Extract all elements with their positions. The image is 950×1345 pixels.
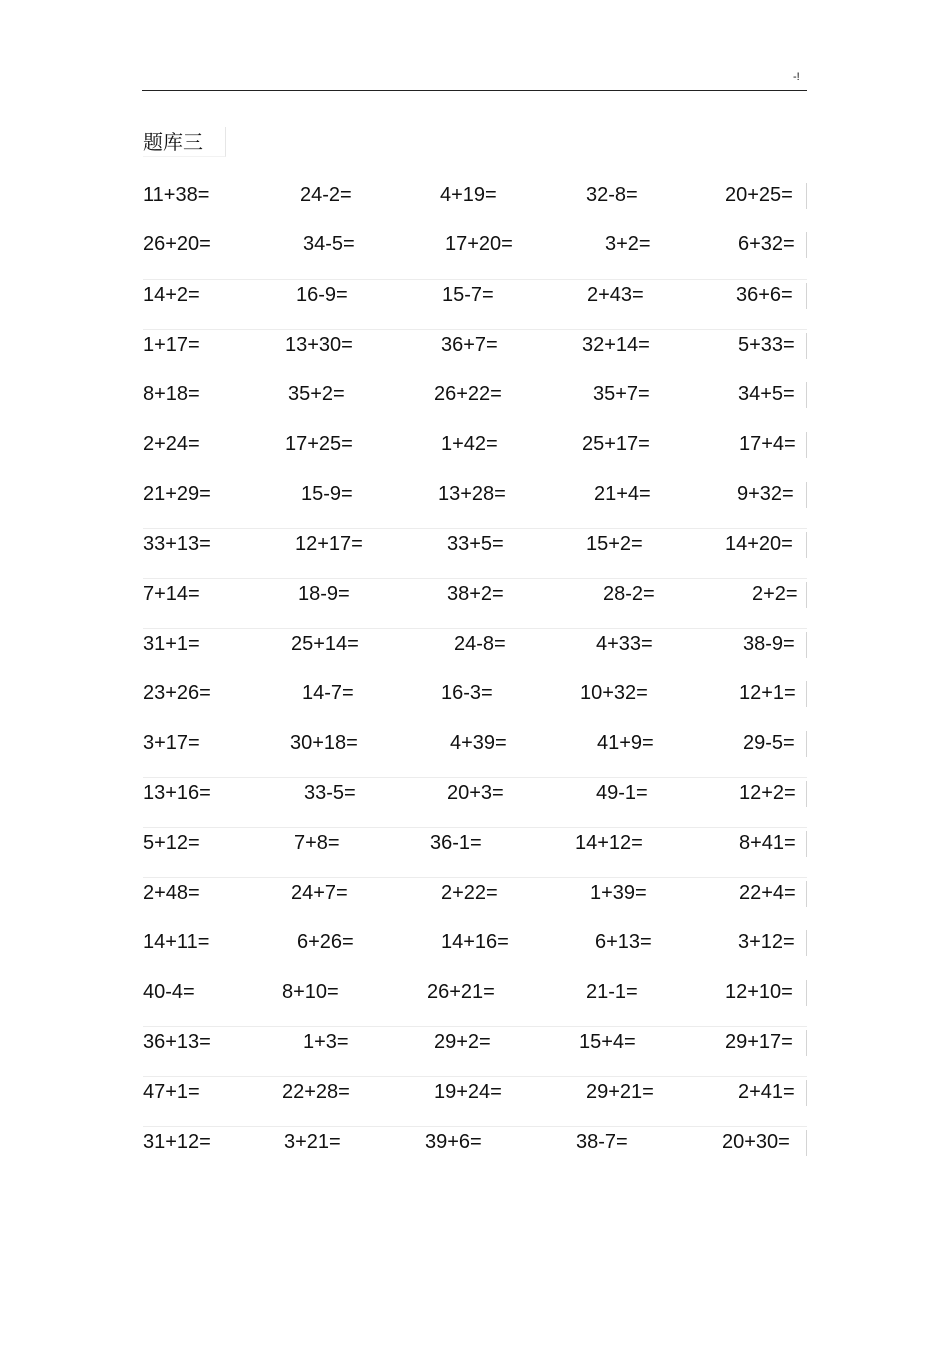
problem-item: 16-9= [296,284,348,306]
row-edge-line [806,183,807,209]
problem-row [143,229,807,259]
problem-item: 35+2= [288,383,345,405]
row-edge-line [806,1030,807,1056]
problem-item: 15-7= [442,284,494,306]
problem-item: 15-9= [301,483,353,505]
problem-item: 38-9= [743,633,795,655]
problem-item: 31+12= [143,1131,211,1153]
problem-item: 2+41= [738,1081,795,1103]
problem-item: 19+24= [434,1081,502,1103]
row-edge-line [806,283,807,309]
problem-item: 32-8= [586,184,638,206]
problem-item: 8+10= [282,981,339,1003]
problem-item: 17+25= [285,433,353,455]
problem-item: 10+32= [580,682,648,704]
problem-item: 14+12= [575,832,643,854]
problem-item: 21+29= [143,483,211,505]
problem-item: 20+25= [725,184,793,206]
row-edge-line [806,382,807,408]
problem-item: 8+41= [739,832,796,854]
problem-item: 13+28= [438,483,506,505]
problem-item: 14+11= [143,931,210,953]
problem-item: 33-5= [304,782,356,804]
problem-item: 36-1= [430,832,482,854]
problem-row [143,927,807,957]
problem-item: 6+26= [297,931,354,953]
problem-item: 40-4= [143,981,195,1003]
problem-item: 3+12= [738,931,795,953]
problem-row [143,1076,807,1107]
problem-item: 2+43= [587,284,644,306]
problem-item: 22+4= [739,882,796,904]
problem-item: 21-1= [586,981,638,1003]
problem-item: 5+12= [143,832,200,854]
problem-item: 29+21= [586,1081,654,1103]
problem-item: 4+39= [450,732,507,754]
problem-item: 5+33= [738,334,795,356]
problem-item: 31+1= [143,633,200,655]
problem-item: 34-5= [303,233,355,255]
problem-row [143,977,807,1007]
problem-item: 3+2= [605,233,651,255]
problem-item: 6+32= [738,233,795,255]
problem-row [143,777,807,808]
problem-row [143,379,807,409]
problem-item: 4+19= [440,184,497,206]
row-edge-line [806,1080,807,1106]
problem-item: 12+17= [295,533,363,555]
problem-row [143,1126,807,1157]
problem-item: 32+14= [582,334,650,356]
problem-item: 3+21= [284,1131,341,1153]
problem-item: 9+32= [737,483,794,505]
problem-item: 17+4= [739,433,796,455]
problem-item: 29-5= [743,732,795,754]
problem-item: 36+6= [736,284,793,306]
problem-item: 28-2= [603,583,655,605]
problem-item: 13+30= [285,334,353,356]
problem-item: 47+1= [143,1081,200,1103]
problem-item: 21+4= [594,483,651,505]
problem-item: 38-7= [576,1131,628,1153]
row-edge-line [806,432,807,458]
problem-item: 16-3= [441,682,493,704]
problem-item: 18-9= [298,583,350,605]
problem-item: 39+6= [425,1131,482,1153]
problem-item: 41+9= [597,732,654,754]
problem-item: 20+3= [447,782,504,804]
row-edge-line [806,482,807,508]
problem-item: 2+24= [143,433,200,455]
page-title: 题库三 [143,127,226,157]
problem-item: 26+20= [143,233,211,255]
problem-item: 12+2= [739,782,796,804]
problem-item: 3+17= [143,732,200,754]
row-edge-line [806,930,807,956]
problem-item: 24-2= [300,184,352,206]
problem-item: 22+28= [282,1081,350,1103]
problem-item: 26+22= [434,383,502,405]
problem-row [143,429,807,459]
problem-item: 2+22= [441,882,498,904]
problem-row [143,279,807,310]
problem-item: 33+5= [447,533,504,555]
problem-item: 2+48= [143,882,200,904]
problem-item: 1+39= [590,882,647,904]
problem-item: 14+20= [725,533,793,555]
problem-row [143,528,807,559]
row-edge-line [806,582,807,608]
problem-item: 30+18= [290,732,358,754]
problem-item: 26+21= [427,981,495,1003]
problem-item: 6+13= [595,931,652,953]
row-edge-line [806,731,807,757]
row-edge-line [806,632,807,658]
problem-item: 14-7= [302,682,354,704]
problem-item: 1+3= [303,1031,349,1053]
row-edge-line [806,781,807,807]
problem-item: 24+7= [291,882,348,904]
row-edge-line [806,532,807,558]
problem-item: 1+17= [143,334,200,356]
problem-item: 2+2= [752,583,798,605]
header-divider [142,90,807,91]
problem-row [143,728,807,758]
problem-item: 34+5= [738,383,795,405]
problem-item: 1+42= [441,433,498,455]
problem-item: 23+26= [143,682,211,704]
problem-item: 49-1= [596,782,648,804]
problem-item: 14+2= [143,284,200,306]
problem-item: 12+1= [739,682,796,704]
problem-item: 7+14= [143,583,200,605]
problem-item: 20+30= [722,1131,790,1153]
problem-item: 38+2= [447,583,504,605]
problem-item: 25+17= [582,433,650,455]
problem-item: 33+13= [143,533,211,555]
row-edge-line [806,232,807,258]
problem-item: 29+2= [434,1031,491,1053]
row-edge-line [806,980,807,1006]
problem-item: 4+33= [596,633,653,655]
problem-row [143,329,807,360]
problem-item: 12+10= [725,981,793,1003]
problem-item: 8+18= [143,383,200,405]
row-edge-line [806,881,807,907]
problem-row [143,678,807,708]
problem-item: 24-8= [454,633,506,655]
problem-item: 29+17= [725,1031,793,1053]
row-edge-line [806,681,807,707]
problem-item: 36+7= [441,334,498,356]
problem-item: 15+4= [579,1031,636,1053]
header-mark: -! [793,71,800,83]
problem-row [143,1026,807,1057]
problem-item: 14+16= [441,931,509,953]
row-edge-line [806,333,807,359]
problem-item: 17+20= [445,233,513,255]
problem-row [143,180,807,210]
problem-row [143,578,807,609]
problem-row [143,877,807,908]
problem-item: 35+7= [593,383,650,405]
problem-item: 15+2= [586,533,643,555]
problem-item: 7+8= [294,832,340,854]
problem-item: 13+16= [143,782,211,804]
problem-item: 11+38= [143,184,210,206]
row-edge-line [806,831,807,857]
problem-row [143,827,807,858]
problem-row [143,479,807,509]
problem-item: 25+14= [291,633,359,655]
row-edge-line [806,1130,807,1156]
problem-row [143,628,807,659]
problem-item: 36+13= [143,1031,211,1053]
